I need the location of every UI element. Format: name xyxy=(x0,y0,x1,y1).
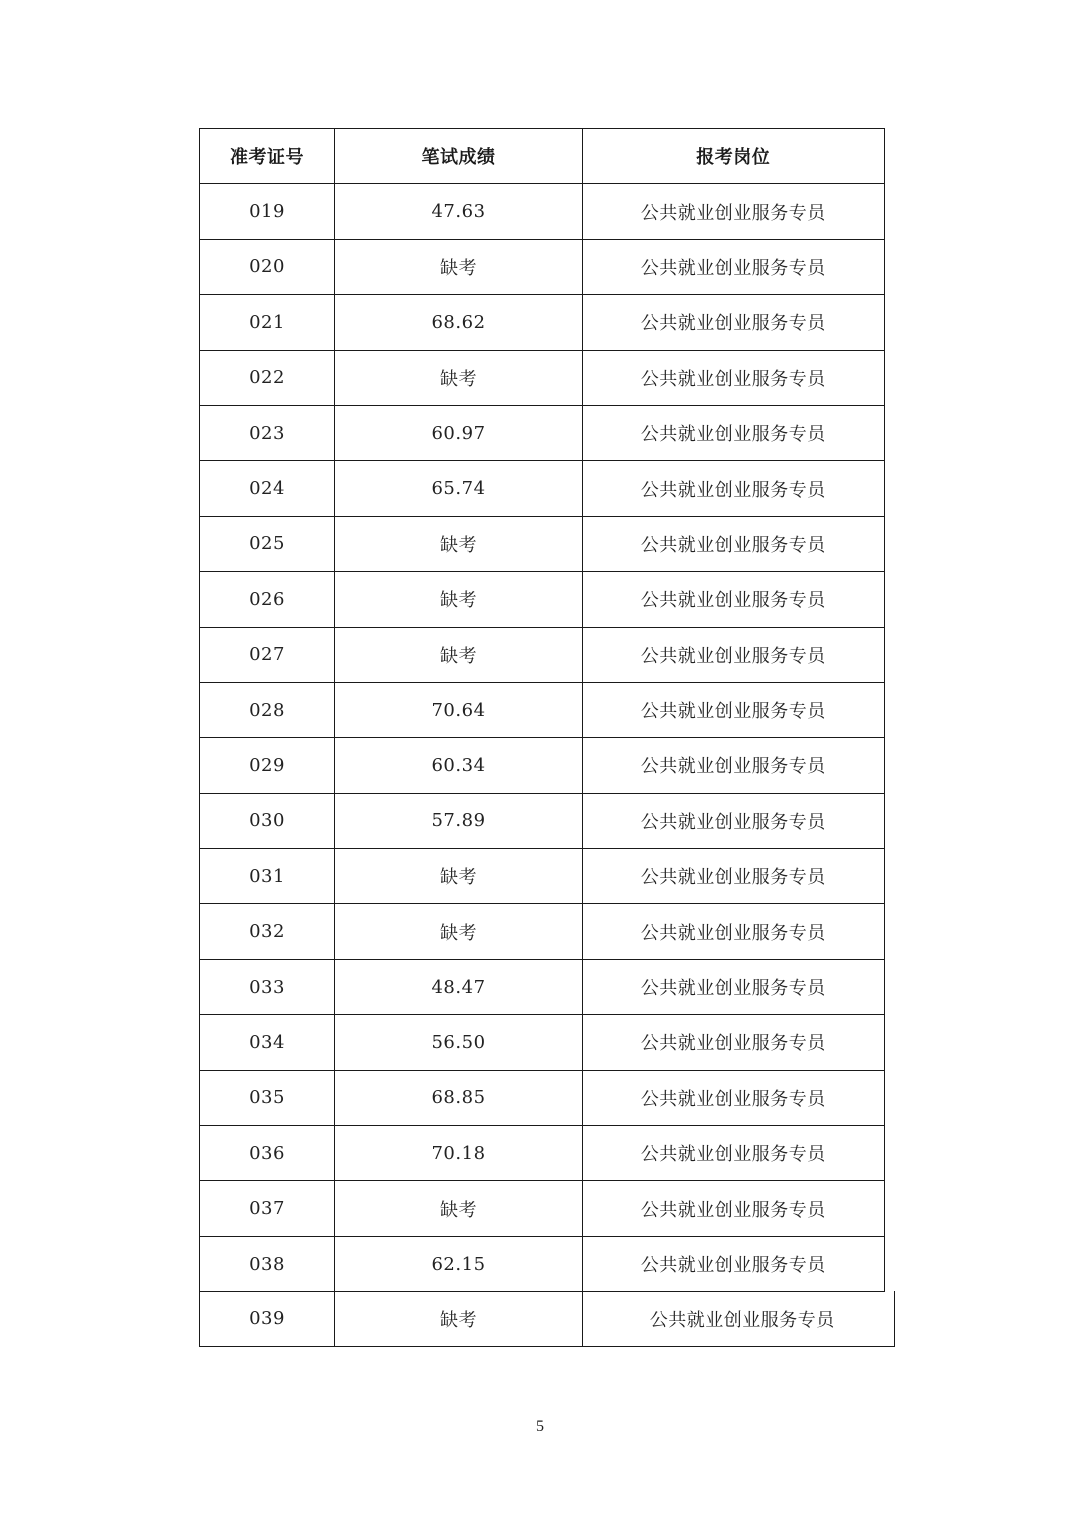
table-row xyxy=(200,351,885,406)
cell-position: 公共就业创业服务专员 xyxy=(583,406,885,461)
cell-written-score: 60.34 xyxy=(335,738,583,793)
cell-admission-number: 038 xyxy=(200,1237,335,1292)
cell-admission-number: 036 xyxy=(200,1126,335,1181)
table-row xyxy=(200,1181,885,1236)
cell-written-score: 65.74 xyxy=(335,461,583,516)
cell-written-score: 68.85 xyxy=(335,1071,583,1126)
cell-written-score: 70.18 xyxy=(335,1126,583,1181)
table-row xyxy=(200,295,885,350)
cell-position xyxy=(583,1291,895,1347)
cell-position: 公共就业创业服务专员 xyxy=(583,240,885,295)
cell-position-text: 公共就业创业服务专员 xyxy=(649,1309,835,1331)
table-row xyxy=(200,794,885,849)
table-row xyxy=(200,738,885,793)
cell-admission-number: 019 xyxy=(200,184,335,239)
cell-written-score: 68.62 xyxy=(335,295,583,350)
cell-admission-number: 031 xyxy=(200,849,335,904)
cell-admission-number: 021 xyxy=(200,295,335,350)
table-row xyxy=(200,849,885,904)
cell-written-score: 62.15 xyxy=(335,1237,583,1292)
table-row xyxy=(200,184,885,239)
table-row xyxy=(200,1071,885,1126)
cell-written-score: 48.47 xyxy=(335,960,583,1015)
cell-admission-number: 039 xyxy=(200,1291,335,1347)
cell-position: 公共就业创业服务专员 xyxy=(583,351,885,406)
cell-written-score: 缺考 xyxy=(335,628,583,683)
cell-written-score: 47.63 xyxy=(335,184,583,239)
table-row xyxy=(200,461,885,516)
cell-position: 公共就业创业服务专员 xyxy=(583,295,885,350)
cell-written-score: 缺考 xyxy=(335,1291,583,1347)
cell-position: 公共就业创业服务专员 xyxy=(583,904,885,959)
table-row xyxy=(200,1015,885,1070)
cell-written-score: 60.97 xyxy=(335,406,583,461)
table-row xyxy=(200,406,885,461)
cell-position: 公共就业创业服务专员 xyxy=(583,1071,885,1126)
cell-position: 公共就业创业服务专员 xyxy=(583,849,885,904)
cell-admission-number: 026 xyxy=(200,572,335,627)
cell-position: 公共就业创业服务专员 xyxy=(583,683,885,738)
cell-written-score: 70.64 xyxy=(335,683,583,738)
cell-position: 公共就业创业服务专员 xyxy=(583,1126,885,1181)
cell-admission-number: 033 xyxy=(200,960,335,1015)
cell-admission-number: 029 xyxy=(200,738,335,793)
cell-admission-number: 035 xyxy=(200,1071,335,1126)
cell-position: 公共就业创业服务专员 xyxy=(583,960,885,1015)
cell-position: 公共就业创业服务专员 xyxy=(583,1015,885,1070)
cell-position: 公共就业创业服务专员 xyxy=(583,184,885,239)
table-row xyxy=(200,572,885,627)
page-number: 5 xyxy=(536,1418,544,1435)
cell-position: 公共就业创业服务专员 xyxy=(583,738,885,793)
cell-admission-number: 028 xyxy=(200,683,335,738)
cell-written-score: 缺考 xyxy=(335,517,583,572)
header-written-score: 笔试成绩 xyxy=(335,129,583,184)
cell-admission-number: 020 xyxy=(200,240,335,295)
table-header-row xyxy=(200,129,885,184)
cell-written-score: 缺考 xyxy=(335,572,583,627)
table-row xyxy=(200,960,885,1015)
table-body xyxy=(200,184,885,1292)
cell-position: 公共就业创业服务专员 xyxy=(583,517,885,572)
table-row xyxy=(200,904,885,959)
table-row xyxy=(200,628,885,683)
table-row xyxy=(200,517,885,572)
cell-position: 公共就业创业服务专员 xyxy=(583,794,885,849)
table-row xyxy=(200,683,885,738)
table-row xyxy=(200,1126,885,1181)
cell-written-score: 缺考 xyxy=(335,904,583,959)
cell-admission-number: 023 xyxy=(200,406,335,461)
cell-admission-number: 025 xyxy=(200,517,335,572)
cell-position: 公共就业创业服务专员 xyxy=(583,461,885,516)
table-row xyxy=(200,1237,885,1292)
cell-position: 公共就业创业服务专员 xyxy=(583,1181,885,1236)
table-row xyxy=(199,1291,895,1347)
cell-written-score: 56.50 xyxy=(335,1015,583,1070)
cell-admission-number: 037 xyxy=(200,1181,335,1236)
header-position: 报考岗位 xyxy=(583,129,885,184)
cell-admission-number: 027 xyxy=(200,628,335,683)
cell-position: 公共就业创业服务专员 xyxy=(583,628,885,683)
cell-admission-number: 030 xyxy=(200,794,335,849)
cell-written-score: 缺考 xyxy=(335,240,583,295)
cell-written-score: 缺考 xyxy=(335,1181,583,1236)
cell-written-score: 缺考 xyxy=(335,351,583,406)
cell-written-score: 缺考 xyxy=(335,849,583,904)
cell-admission-number: 022 xyxy=(200,351,335,406)
cell-admission-number: 034 xyxy=(200,1015,335,1070)
cell-admission-number: 032 xyxy=(200,904,335,959)
cell-admission-number: 024 xyxy=(200,461,335,516)
table-row xyxy=(200,240,885,295)
cell-written-score: 57.89 xyxy=(335,794,583,849)
score-table xyxy=(199,128,885,1292)
cell-position: 公共就业创业服务专员 xyxy=(583,1237,885,1292)
cell-position: 公共就业创业服务专员 xyxy=(583,572,885,627)
header-admission-number: 准考证号 xyxy=(200,129,335,184)
